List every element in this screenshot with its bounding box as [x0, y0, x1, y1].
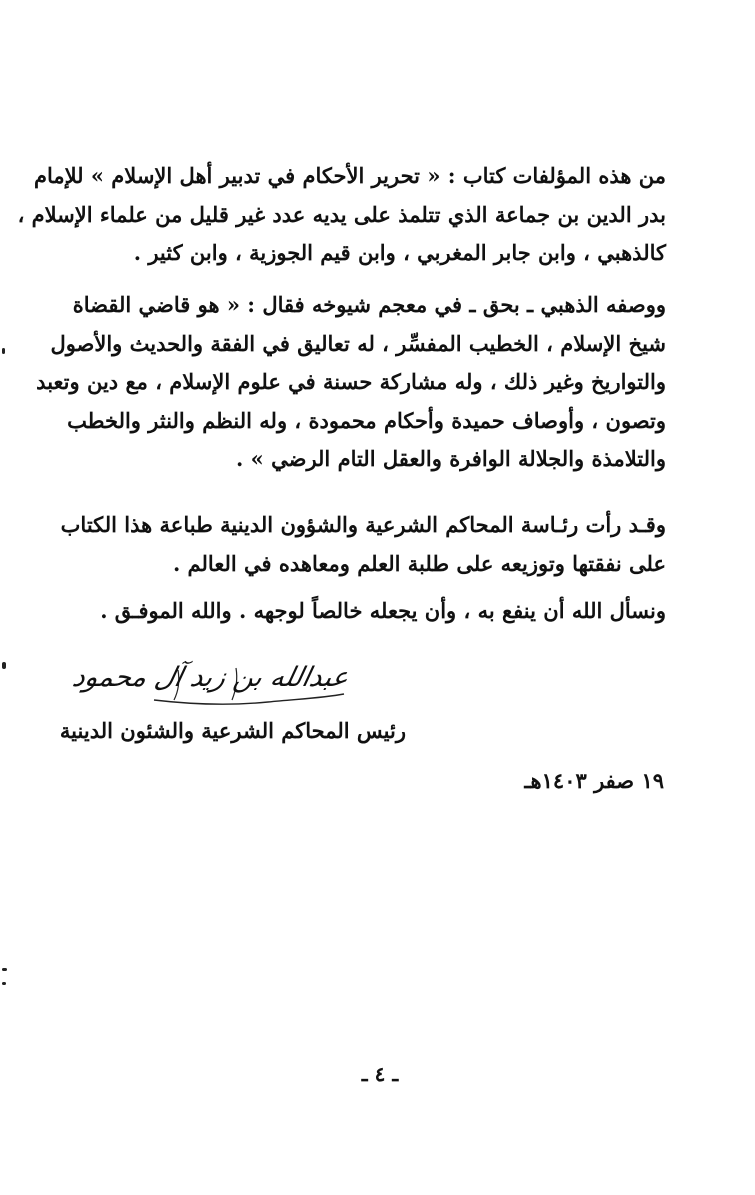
text-line: كالذهبي ، وابن جابر المغربي ، وابن قيم الجوزية ، وابن كثير . — [133, 240, 666, 265]
paragraph-1 — [17, 157, 666, 273]
scan-artifact — [2, 982, 6, 985]
text-line: وقـد رأت رئـاسة المحاكم الشرعية والشؤون الدينية طباعة هذا الكتاب — [60, 512, 666, 537]
paragraph-3 — [60, 506, 666, 583]
scan-artifact — [2, 662, 6, 669]
text-line: والتلامذة والجلالة الوافرة والعقل التام الرضي » . — [236, 446, 666, 471]
document-date: ١٩ صفر ١٤٠٣هـ — [524, 768, 664, 793]
scan-artifact — [2, 968, 7, 971]
paragraph-4 — [98, 592, 666, 631]
scan-artifact — [2, 348, 5, 354]
text-line: على نفقتها وتوزيعه على طلبة العلم ومعاهده في العالم . — [172, 550, 666, 576]
text-line: وتصون ، وأوصاف حميدة وأحكام محمودة ، وله النظم والنثر والخطب — [67, 407, 666, 433]
page-number: ـ ٤ ـ — [361, 1062, 399, 1086]
signatory-title: رئيس المحاكم الشرعية والشئون الدينية — [59, 718, 406, 743]
handwritten-signature — [69, 660, 352, 712]
signature-text: عبدالله بن زيد آل محمود — [69, 662, 352, 693]
text-line: شيخ الإسلام ، الخطيب المفسِّر ، له تعاليق في الفقة والحديث والأصول — [50, 330, 666, 356]
text-line: بدر الدين بن جماعة الذي تتلمذ على يديه عدد غير قليل من علماء الإسلام ، — [17, 201, 666, 227]
paragraph-2 — [36, 286, 666, 479]
text-line: ووصفه الذهبي ـ بحق ـ في معجم شيوخه فقال : « هو قاضي القضاة — [72, 292, 666, 317]
text-line: ونسأل الله أن ينفع به ، وأن يجعله خالصاً لوجهه . والله الموفـق . — [100, 598, 666, 623]
text-line: والتواريخ وغير ذلك ، وله مشاركة حسنة في علوم الإسلام ، مع دين وتعبد — [36, 369, 666, 394]
text-line: من هذه المؤلفات كتاب : « تحرير الأحكام في تدبير أهل الإسلام » للإمام — [33, 163, 666, 188]
